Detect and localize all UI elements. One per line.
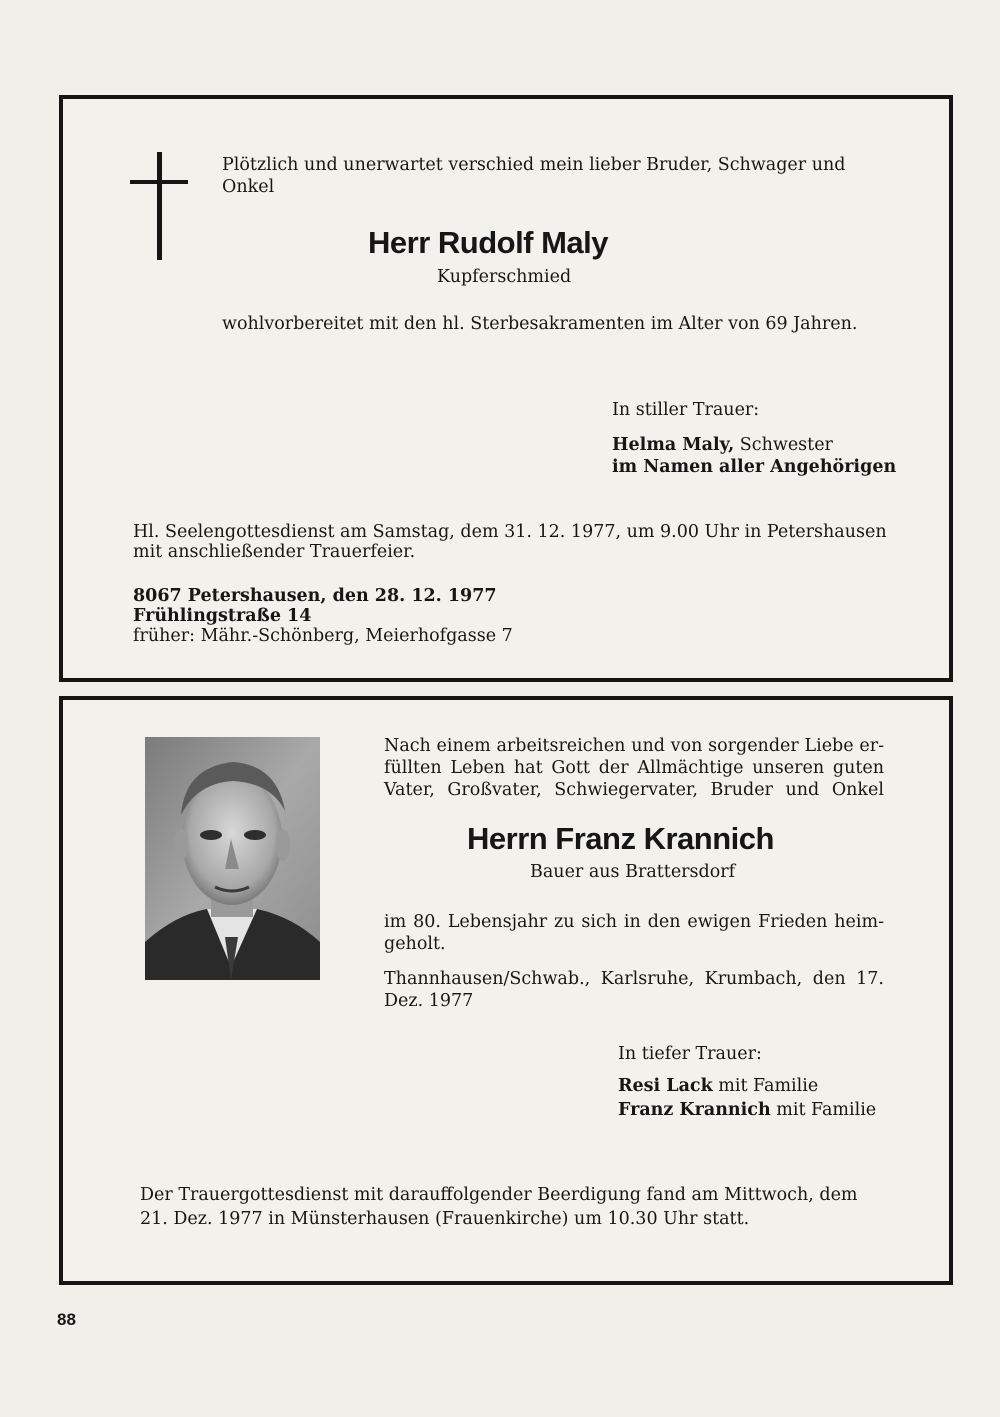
mourner-name: Resi Lack [618, 1076, 713, 1096]
mourner-line [612, 434, 833, 456]
mourning-heading: In stiller Trauer: [612, 400, 760, 420]
mourner-relation: Schwester [734, 435, 833, 455]
mourner-line-1 [618, 1075, 818, 1097]
mourner-suffix: mit Familie [712, 1076, 819, 1096]
death-text-line-1: im 80. Lebensjahr zu sich in den ewigen Frieden heim- [384, 912, 884, 932]
death-text: wohlvorbereitet mit den hl. Sterbesakramenten im Alter von 69 Jahren. [222, 314, 858, 334]
service-text-line-1: Der Trauergottesdienst mit darauffolgender Beerdigung fand am Mittwoch, dem [140, 1185, 858, 1205]
address-line-2: Frühlingstraße 14 [133, 606, 312, 626]
mourning-heading: In tiefer Trauer: [618, 1044, 762, 1064]
service-text-line-1: Hl. Seelengottesdienst am Samstag, dem 31. 12. 1977, um 9.00 Uhr in Petershausen [133, 522, 887, 542]
mourner-line-2 [618, 1099, 876, 1121]
service-text-line-2: 21. Dez. 1977 in Münsterhausen (Frauenkirche) um 10.30 Uhr statt. [140, 1209, 750, 1229]
intro-text-line-2: Onkel [222, 177, 275, 197]
mourner-suffix: mit Familie [770, 1100, 877, 1120]
address-line-1: 8067 Petershausen, den 28. 12. 1977 [133, 586, 497, 606]
intro-text-line-1: Nach einem arbeitsreichen und von sorgender Liebe er- [384, 736, 884, 756]
intro-text-line-2: füllten Leben hat Gott der Allmächtige unseren guten [384, 758, 884, 778]
page-number: 88 [57, 1310, 76, 1329]
death-text-line-2: geholt. [384, 934, 446, 954]
cross-icon [130, 152, 188, 260]
deceased-name: Herrn Franz Krannich [467, 821, 774, 856]
intro-text-line-3: Vater, Großvater, Schwiegervater, Bruder und Onkel [384, 780, 884, 800]
deceased-occupation: Kupferschmied [437, 267, 572, 287]
place-date-line-1: Thannhausen/Schwab., Karlsruhe, Krumbach, den 17. [384, 969, 884, 989]
deceased-occupation: Bauer aus Brattersdorf [530, 862, 736, 882]
mourner-name: Franz Krannich [618, 1100, 771, 1120]
intro-text-line-1: Plötzlich und unerwartet verschied mein lieber Bruder, Schwager und [222, 155, 846, 175]
service-text-line-2: mit anschließender Trauerfeier. [133, 542, 416, 562]
place-date-line-2: Dez. 1977 [384, 991, 474, 1011]
mourner-name: Helma Maly, [612, 435, 735, 455]
portrait-photo [145, 737, 320, 980]
mourner-family: im Namen aller Angehörigen [612, 457, 897, 477]
deceased-name: Herr Rudolf Maly [368, 225, 609, 260]
address-line-3: früher: Mähr.-Schönberg, Meierhofgasse 7 [133, 626, 513, 646]
